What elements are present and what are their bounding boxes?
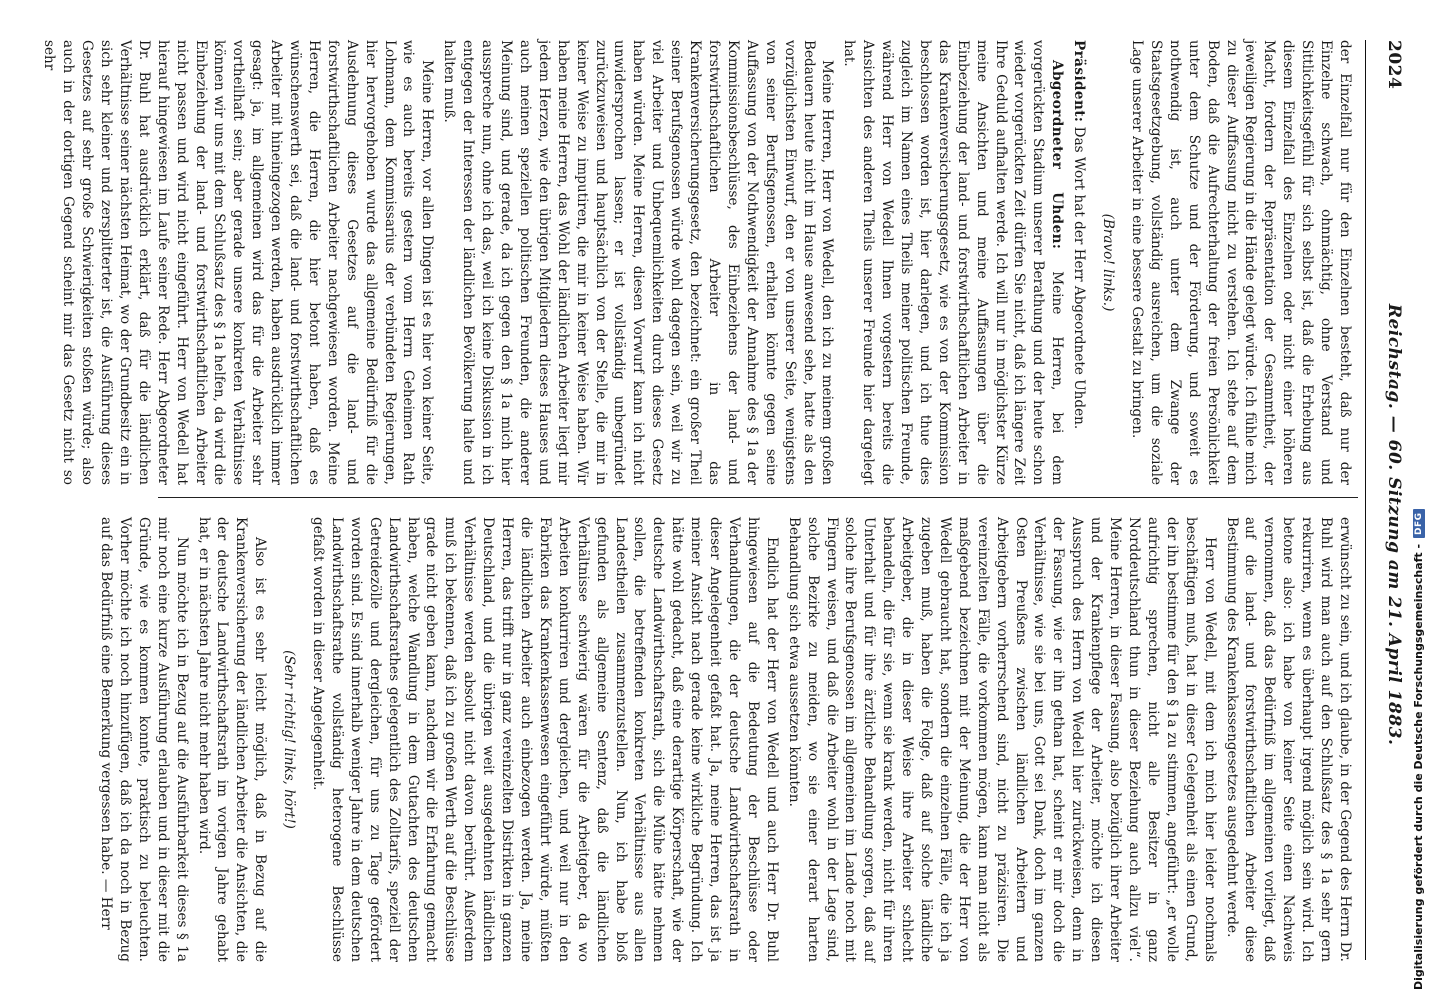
interjection: (Bravo! links.)	[1100, 213, 1117, 312]
interjection: (Sehr richtig! links, hört!)	[281, 650, 298, 829]
left-column	[41, 40, 1354, 485]
remark-text: Das Wort hat der Herr Abgeordnete Uhden.	[1071, 126, 1088, 430]
right-column	[94, 517, 1354, 962]
paragraph: der Einzelfall nur für den Einzelnen besteht, daß nur der Einzelne schwach, ohnmächtig, ohne Verstand und Sittlichkeitsgefühl für sich selbst ist, daß die Erhebung aus diesem Einzelfall des Einzelnen oder nicht einer höheren Macht, fordern der Repräsentation der Gesammtheit, der jeweiligen Regierung in die Hände gelegt würde. Ich fühle mich zu dieser Auffassung nicht zu verstehen. Ich stehe auf dem Boden, daß die Aufrechterhaltung der freien Persönlichkeit unter dem Schutze und der Förderung, und soweit es nothwendig ist, auch unter dem Zwange der Staatsgesetzgebung, vollständig ausreichen, um die soziale Lage unserer Arbeiter in eine bessere Gestalt zu bringen.	[1129, 40, 1353, 485]
paragraph: Endlich hat der Herr von Wedell und auch Herr Dr. Buhl hingewiesen auf die Bedeutung der Beschlüsse oder Verhandlungen, die der deutsche Landwirthschaftsrath in dieser Angelegenheit gefaßt hat. Ja, meine Herren, das ist ja meiner Ansicht nach gerade keine wirkliche Begründung. Ich hätte wohl gedacht, daß eine derartige Körperschaft, wie der deutsche Landwirthschaftsrath, sich die Mühe hätte nehmen sollen, die betreffenden konkreten Verhältnisse aus allen Landestheilen zusammenzustellen. Nun, ich habe bloß gefunden als allgemeine Sentenz, daß die ländlichen Verhältnisse schwierig wären für die Arbeitgeber, da wo Arbeiten konkurriren und dergleichen, und weil nur in den Fabriken das Krankenkassenwesen eingeführt würde, müßten die ländlichen Arbeiter auch einbezogen werden. Ja, meine Herren, das trifft nur in ganz vereinzelten Distrikten in ganzen Deutschland, und die übrigen weit ausgedehnten ländlichen Verhältnisse werden absolut nicht davon berührt. Außerdem muß ich bekennen, daß ich zu großen Werth auf die Beschlüsse grade nicht geben kann, nachdem wir die Erfahrung gemacht haben, welche Wandlung in dem Gutachten des deutschen Landwirthschaftsrathes gelegentlich des Zolltarifs, speziell der Getreidezölle und dergleichen, für uns zu Tage gefördert worden sind. Es sind innerhalb weniger Jahre in dem deutschen Landwirthschaftsrathe vollständig heterogene Beschlüsse gefaßt worden in dieser Angelegenheit.	[310, 517, 780, 962]
header-rule	[1365, 40, 1366, 960]
president-remark	[1069, 40, 1088, 485]
digitization-credit	[1412, 509, 1425, 990]
paragraph: Meine Herren, vor allen Dingen ist es hier von keiner Seite, wie es auch bereits gestern vom Herrn Geheimen Rath Lohmann, dem Kommissarius der verbündeten Regierungen, hier hervorgehoben wurde das allgemeine Bedürfniß für die Ausdehnung dieses Gesetzes auf die land- und forstwirthschaftlichen Arbeiter nachgewiesen worden. Meine Herren, die Herren, die hier betont haben, daß es wünschenswerth sei, daß die land- und forstwirthschaftlichen Arbeiter mit hineingezogen werden, haben ausdrücklich immer gesagt: ja, im allgemeinen wird das für die Arbeiter sehr vortheilhaft sein; aber gerade unsere konkreten Verhältnisse können wir uns mit dem Schlußsatz des § 1a helfen, da wird die Einbeziehung der land- und forstwirthschaftlichen Arbeiter nicht passen und wird nicht eingeführt. Herr von Wedell hat hierauf hingewiesen im Laufe seiner Rede. Herr Abgeordneter Dr. Buhl hat ausdrücklich erklärt, daß für die ländlichen Verhältnisse seiner nächsten Heimat, wo der Grundbesitz ein in sich sehr kleiner und zersplitterter ist, die Ausführung dieses Gesetzes auf sehr große Schwierigkeiten stoßen würde; also auch in der dortigen Gegend scheint mir das Gesetz nicht so sehr	[41, 40, 436, 485]
running-head	[1378, 40, 1404, 960]
paragraph: Also ist es sehr leicht möglich, daß in Bezug auf die Krankenversicherung der ländlichen Arbeiter die Ansichten, die der deutsche Landwirthschaftsrath im vorigen Jahre gehabt hat, er in nächsten Jahre nicht mehr haben wird.	[195, 517, 269, 962]
paragraph: Nun möchte ich in Bezug auf die Ausführbarkeit dieses § 1a mir noch eine kurze Ausführung erlauben und in dieser mit die Gründe, wie es kommen konnte, praktisch zu beleuchten. Vorher möchte ich noch hinzufügen, daß ich da noch in Bezug auf das Bedürfniß eine Bemerkung vergessen habe. — Herr	[98, 517, 190, 962]
speech-text: Meine Herren, bei dem vorgerückten Stadium unserer Berathung und der heute schon wieder vorgerückten Zeit dürfen Sie nicht, daß ich längere Zeit Ihre Geduld aufhalten werde. Ich will nur in möglichster Kürze meine Ansichten und meine Auffassungen über die Einbeziehung der land- und forstwirthschaftlichen Arbeiter in das Krankenversicherungsgesetz, wie es von der Kommission beschlossen worden ist, hier darlegen, und ich thue dies zugleich im Namen eines Theils meiner politischen Freunde, während Herr von Wedell Ihnen vorgestern bereits die Ansichten des anderen Theils unserer Freunde hier dargelegt hat.	[841, 40, 1066, 485]
page-title: Reichstag. — 60. Sitzung am 21. April 1883.	[1384, 303, 1404, 746]
paragraph: erwünscht zu sein, und ich glaube, in der Gegend des Herrn Dr. Buhl wird man auch auf den Schlußsatz des § 1a sehr gern rekurriren, wenn es überhaupt irgend möglich sein wird. Ich betone also: ich habe von keiner Seite einen Nachweis vernommen, daß das Bedürfniß im allgemeinen vorliegt, daß auf die land- und forstwirthschaftlichen Arbeiter diese Bestimmung des Krankenkassengesetzes ausgedehnt werde.	[1223, 517, 1353, 962]
paragraph: Meine Herren, Herr von Wedell, den ich zu meinem großen Bedauern heute nicht im Hause anwesend sehe, hatte als den vorzüglichsten Einwurf, den er von unserer Seite, wenigstens von seiner Berufsgenossen, erhalten könnte gegen seine Auffassung von der Nothwendigkeit der Annahme des § 1a der Kommissionsbeschlüsse, des Einbeziehens der land- und forstwirthschaftlichen Arbeiter in das Krankenversicherungsgesetz, den bezeichnet: ein großer Theil seiner Berufsgenossen würde wohl dagegen sein, weil wir zu viel Arbeiter und Unbequemlichkeiten durch dieses Gesetz haben würden. Meine Herren, diesen Vorwurf kann ich nicht unwidersprochen lassen; er ist vollständig unbegründet zurückzuweisen und hauptsächlich von der Stelle, die mir in keiner Weise zu imputiren, die mir in keiner Weise haben. Wir haben meine Herren, das Wohl der ländlichen Arbeiter liegt mir jedem Herzen, wie den übrigen Mitgliedern dieses Hauses und auch meinen speziellen politischen Freunden, die anderer Meinung sind, und gerade, da ich gegen den § 1a mich hier ausspreche nun, ohne ich das, weil ich keine Diskussion in ich entgegen der Interessen der ländlichen Bevölkerung halte und halten muß.	[441, 40, 836, 485]
speaker-label: Abgeordneter Uhden:	[1049, 60, 1066, 250]
speech-start	[839, 40, 1066, 485]
dfg-logo: DFG	[1413, 509, 1425, 538]
column-divider	[158, 497, 1358, 498]
paragraph: Herr von Wedell, mit dem ich mich hier leider nochmals beschäftigen muß, hat in dieser Gelegenheit als einen Grund, der ihn bestimme für den § 1a zu stimmen, angeführt: „er wolle aufrichtig sprechen, nicht alle Besitzer in ganz Norddeutschland thun in dieser Beziehung auch allzu viel“. Meine Herren, in dieser Fassung, also bezüglich ihrer Arbeiter und der Krankenpflege der Arbeiter, möchte ich diesen Ausspruch des Herrn von Wedell hier zurückweisen, denn in der Fassung, wie er ihn gethan hat, scheint er mir doch die Verhältnisse, wie sie bei uns, Gott sei Dank, doch im ganzen Osten Preußens zwischen ländlichen Arbeitern und Arbeitgebern vorherrschend sind, nicht zu präzisiren. Die vereinzelten Fälle, die vorkommen mögen, kann man nicht als maßgebend bezeichnen mit der Meinung, die der Herr von Wedell gebraucht hat, sondern die einzelnen Fälle, die ich ja zugeben muß, haben die Folge, daß auf solche ländliche Arbeitgeber, die in dieser Weise ihre Arbeiter schlecht behandeln, die für sie, wenn sie krank werden, nicht für ihren Unterhalt und für ihre ärztliche Behandlung sorgen, daß auf solche ihre Berufsgenossen im allgemeinen im Lande noch mit Fingern weisen, und daß die Arbeiter wohl in der Lage sind, solche Bezirke zu meiden, wo sie einer derart harten Behandlung sich etwa aussetzen könnten.	[785, 517, 1218, 962]
page-number: 2024	[1384, 40, 1404, 90]
speaker-label: Präsident:	[1071, 40, 1088, 123]
credit-text: Digitalisierung gefördert durch die Deutsche Forschungsgemeinschaft -	[1412, 543, 1425, 990]
